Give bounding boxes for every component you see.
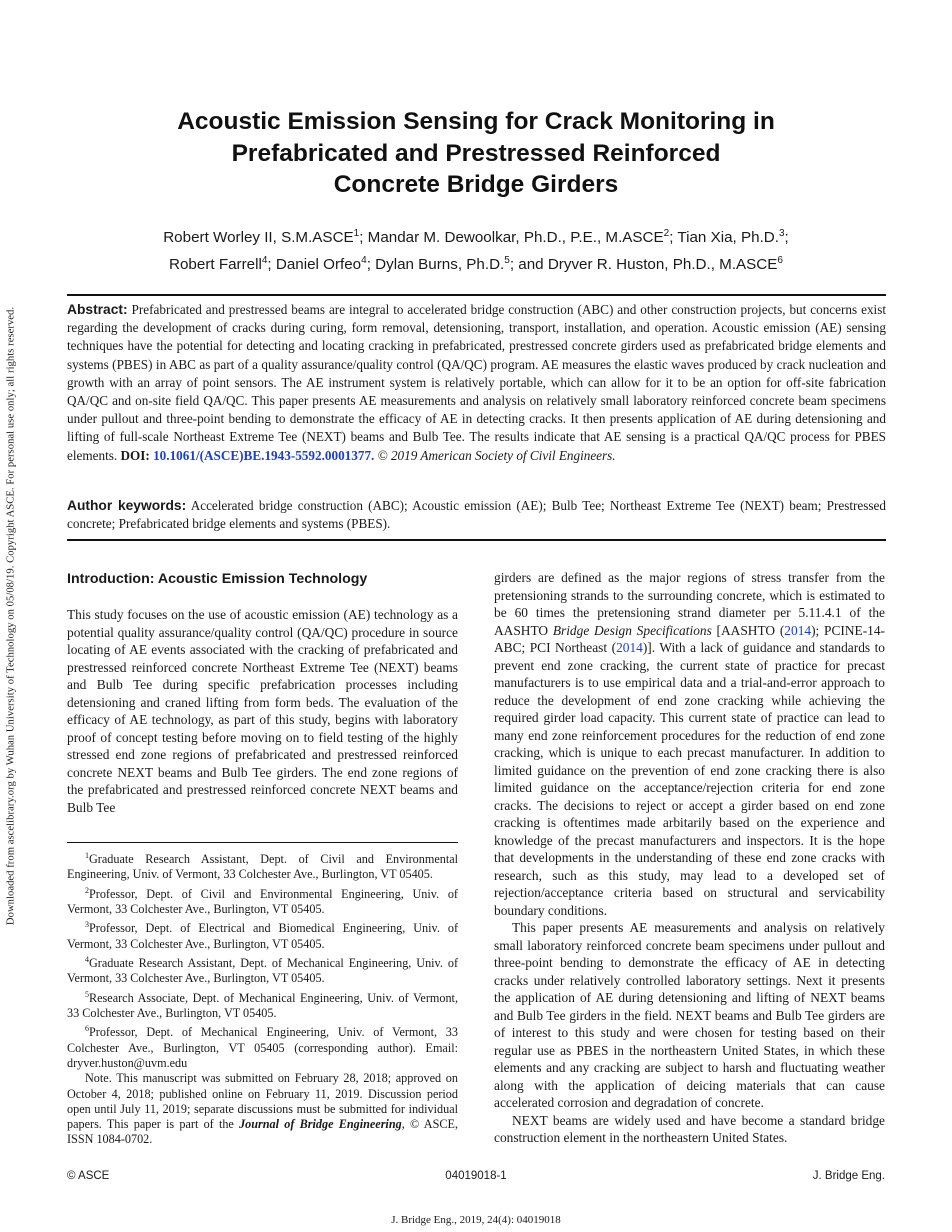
footer-left: © ASCE: [67, 1170, 110, 1182]
doi-link[interactable]: 10.1061/(ASCE)BE.1943-5592.0001377.: [153, 447, 375, 463]
spec-title: Bridge Design Specifications: [552, 622, 712, 638]
journal-name: Journal of Bridge Engineering: [239, 1117, 402, 1132]
download-notice: [0, 0, 20, 1232]
right-paragraph-1: girders are defined as the major regions of stress transfer from the pretensioning strands to the surrounding concrete, which is estimated to be 60 times the pretensioning strand diameter per 5.11.4.1 of the AASHTO Bridge Design Specifications [AASHTO (2014); PCINE-14-ABC; PCI Northeast (2014)]. With a lack of guidance and standards to prevent end zone cracking, the current state of practice for precast manufacturers is to use empirical data and a trial-and-error approach to reduce the development of end zone cracking while achieving the required girder load capacity. This current state of practice can lead to many end zone reinforcement procedures for the reduction of end zone cracking, which is unique to each precast manufacturer. In addition to limited guidance on the prevention of end zone cracking there is also limited guidance on the acceptance/rejection criteria for end zone cracks. The decisions to reject or accept a girder based on end zone cracking is oftentimes made arbitarily based on the experience and knowledge of the precast manufacturers and inspectors. It is the hope that developments in the understanding of these end zone cracks with research, such as this study, may lead to a developed set of rejection/acceptance criteria based on structural and servicability boundary conditions.: [494, 570, 886, 918]
keywords-text: Accelerated bridge construction (ABC); Acoustic emission (AE); Bulb Tee; Northeast Extreme Tee (NEXT) beam; Prestressed concrete; Prefabricated bridge elements and systems (PBES).: [67, 498, 886, 532]
right-column-body: [494, 569, 885, 1147]
footnote-rule: [67, 842, 458, 843]
manuscript-note: Note. This manuscript was submitted on February 28, 2018; approved on October 4, 2018; published online on February 11, 2019. Discussion period open until July 11, 2019; separate discussions must be submitted for individual papers. This paper is part of the Journal of Bridge Engineering, © ASCE, ISSN 1084-0702.: [67, 1071, 458, 1147]
paper-title: [100, 106, 852, 201]
author-keywords: [67, 497, 886, 533]
affil-sup: 2: [663, 228, 670, 239]
author-huston: ; and Dryver R. Huston, Ph.D., M.ASCE: [509, 256, 778, 274]
keywords-label: Author keywords:: [67, 498, 187, 513]
keywords-bottom-rule: [67, 539, 886, 541]
footer-page-id: 04019018-1: [445, 1170, 507, 1182]
footnotes: [67, 848, 458, 1148]
affil-sup: 1: [353, 228, 360, 239]
doi-label: DOI:: [120, 447, 150, 463]
author-orfeo: ; Daniel Orfeo: [267, 256, 362, 274]
author-line-2: [80, 249, 872, 276]
footnote-4: $^4$Graduate Research Assistant, Dept. of Mechanical Engineering, Univ. of Vermont, 33 Colchester Ave., Burlington, VT 05405.: [67, 954, 458, 986]
affil-sup: 4: [361, 255, 367, 267]
author-worley: Robert Worley II, S.M.ASCE: [163, 229, 354, 247]
author-farrell: Robert Farrell: [169, 256, 262, 274]
footnote-6: $^6$Professor, Dept. of Mechanical Engineering, Univ. of Vermont, 33 Colchester Ave., Burlington, VT 05405 (corresponding author). Email: dryver.huston@uvm.edu: [67, 1024, 458, 1070]
footnote-3: $^3$Professor, Dept. of Electrical and Biomedical Engineering, Univ. of Vermont, 33 Colchester Ave., Burlington, VT 05405.: [67, 920, 458, 951]
author-list: [80, 222, 872, 276]
abstract-label: Abstract:: [67, 302, 128, 317]
citation-line: J. Bridge Eng., 2019, 24(4): 04019018: [391, 1214, 561, 1226]
abstract: [67, 301, 886, 465]
author-xia: ; Tian Xia, Ph.D.: [669, 229, 779, 247]
author-sep: ;: [784, 229, 789, 247]
left-column-body: [67, 606, 458, 816]
author-burns: ; Dylan Burns, Ph.D.: [366, 256, 505, 274]
footnote-1: $^1$Graduate Research Assistant, Dept. of Civil and Environmental Engineering, Univ. of Vermont, 33 Colchester Ave., Burlington, VT 05405.: [67, 851, 458, 882]
affil-sup: 3: [778, 228, 785, 239]
abstract-text: Prefabricated and prestressed beams are integral to accelerated bridge construction (ABC) and other construction projects, but concerns exist regarding the development of cracks during curing, form removal, detensioning, transport, installation, and operation. Acoustic emission (AE) sensing techniques have the potential for detecting and locating cracking in prefabricated, prestressed concrete girders used as prefabricated bridge elements and systems (PBES) in ABC as part of a quality assurance/quality control (QA/QC) program. AE measures the elastic waves produced by crack nucleation and growth with an array of point sensors. The AE instrument system is relatively portable, which can allow for it to be an option for off-site fabrication QA/QC and on-site field QA/QC. This paper presents AE measurements and analysis on relatively small laboratory reinforced concrete beam specimens under pullout and three-point bending to demonstrate the efficacy of AE in detecting cracks. It then presents application of AE during detensioning and lifting of full-scale Northeast Extreme Tee (NEXT) beams and Bulb Tee. The results indicate that AE sensing is a practical QA/QC process for PBES elements.: [67, 302, 886, 463]
footnote-5: $^5$Research Associate, Dept. of Mechanical Engineering, Univ. of Vermont, 33 Colchester Ave., Burlington, VT 05405.: [67, 989, 458, 1020]
title-line-1: Acoustic Emission Sensing for Crack Monitoring in: [177, 108, 775, 135]
ref-link-aashto[interactable]: 2014: [784, 622, 812, 638]
affil-sup: 4: [261, 255, 268, 267]
author-dewoolkar: ; Mandar M. Dewoolkar, Ph.D., P.E., M.ASCE: [359, 229, 664, 247]
affil-sup: 6: [777, 255, 783, 267]
copyright-text: © 2019 American Society of Civil Engineers.: [377, 447, 616, 463]
footnote-2: $^2$Professor, Dept. of Civil and Environmental Engineering, Univ. of Vermont, 33 Colchester Ave., Burlington, VT 05405.: [67, 885, 458, 917]
footer-journal: J. Bridge Eng.: [812, 1170, 885, 1182]
author-line-1: [80, 222, 872, 249]
affil-sup: 5: [504, 255, 510, 267]
title-line-2: Prefabricated and Prestressed Reinforced: [231, 139, 721, 167]
intro-paragraph: This study focuses on the use of acoustic emission (AE) technology as a potential quality assurance/quality control (QA/QC) procedure in source locating of AE events associated with the cracking of prefabricated and prestressed reinforced concrete Northeast Extreme Tee (NEXT) beams and Bulb Tee during specific prefabrication processes including detensioning and craned lifting from form beds. The evaluation of the efficacy of AE technology, as part of this study, begins with laboratory proof of concept testing before moving on to field testing of the highly stressed end zone regions of prefabricated and prestressed reinforced concrete NEXT beams and Bulb Tee girders. The end zone regions of the prefabricated and prestressed reinforced concrete NEXT beams and Bulb Tee: [67, 607, 458, 815]
download-notice-text: Downloaded from ascelibrary.org by Wuhan University of Technology on 05/08/19. Copyright ASCE. For personal use only; all rights reserved.: [5, 306, 17, 926]
ref-link-pci[interactable]: 2014: [616, 640, 643, 655]
title-line-3: Concrete Bridge Girders: [333, 171, 619, 198]
section-heading: Introduction: Acoustic Emission Technology: [67, 571, 368, 587]
right-paragraph-3: NEXT beams are widely used and have become a standard bridge construction element in the northeastern United States.: [494, 1112, 885, 1145]
abstract-top-rule: [67, 294, 886, 296]
right-paragraph-2: This paper presents AE measurements and analysis on relatively small laboratory reinforced concrete beam specimens under pullout and three-point bending to demonstrate the efficacy of AE in detecting cracks under relatively controlled laboratory settings. Next it presents the application of AE during detensioning and lifting of NEXT beams and Bulb Tee girders in the field. NEXT beams and Bulb Tee girders are of interest to this study and were chosen for testing based on their regular use as PBES in the northeastern United States, in which these elements and any cracking are subject to harsh and fluctuating weather along with the application of deicing materials that can cause accelerated corrosion and degradation of concrete.: [494, 920, 885, 1110]
